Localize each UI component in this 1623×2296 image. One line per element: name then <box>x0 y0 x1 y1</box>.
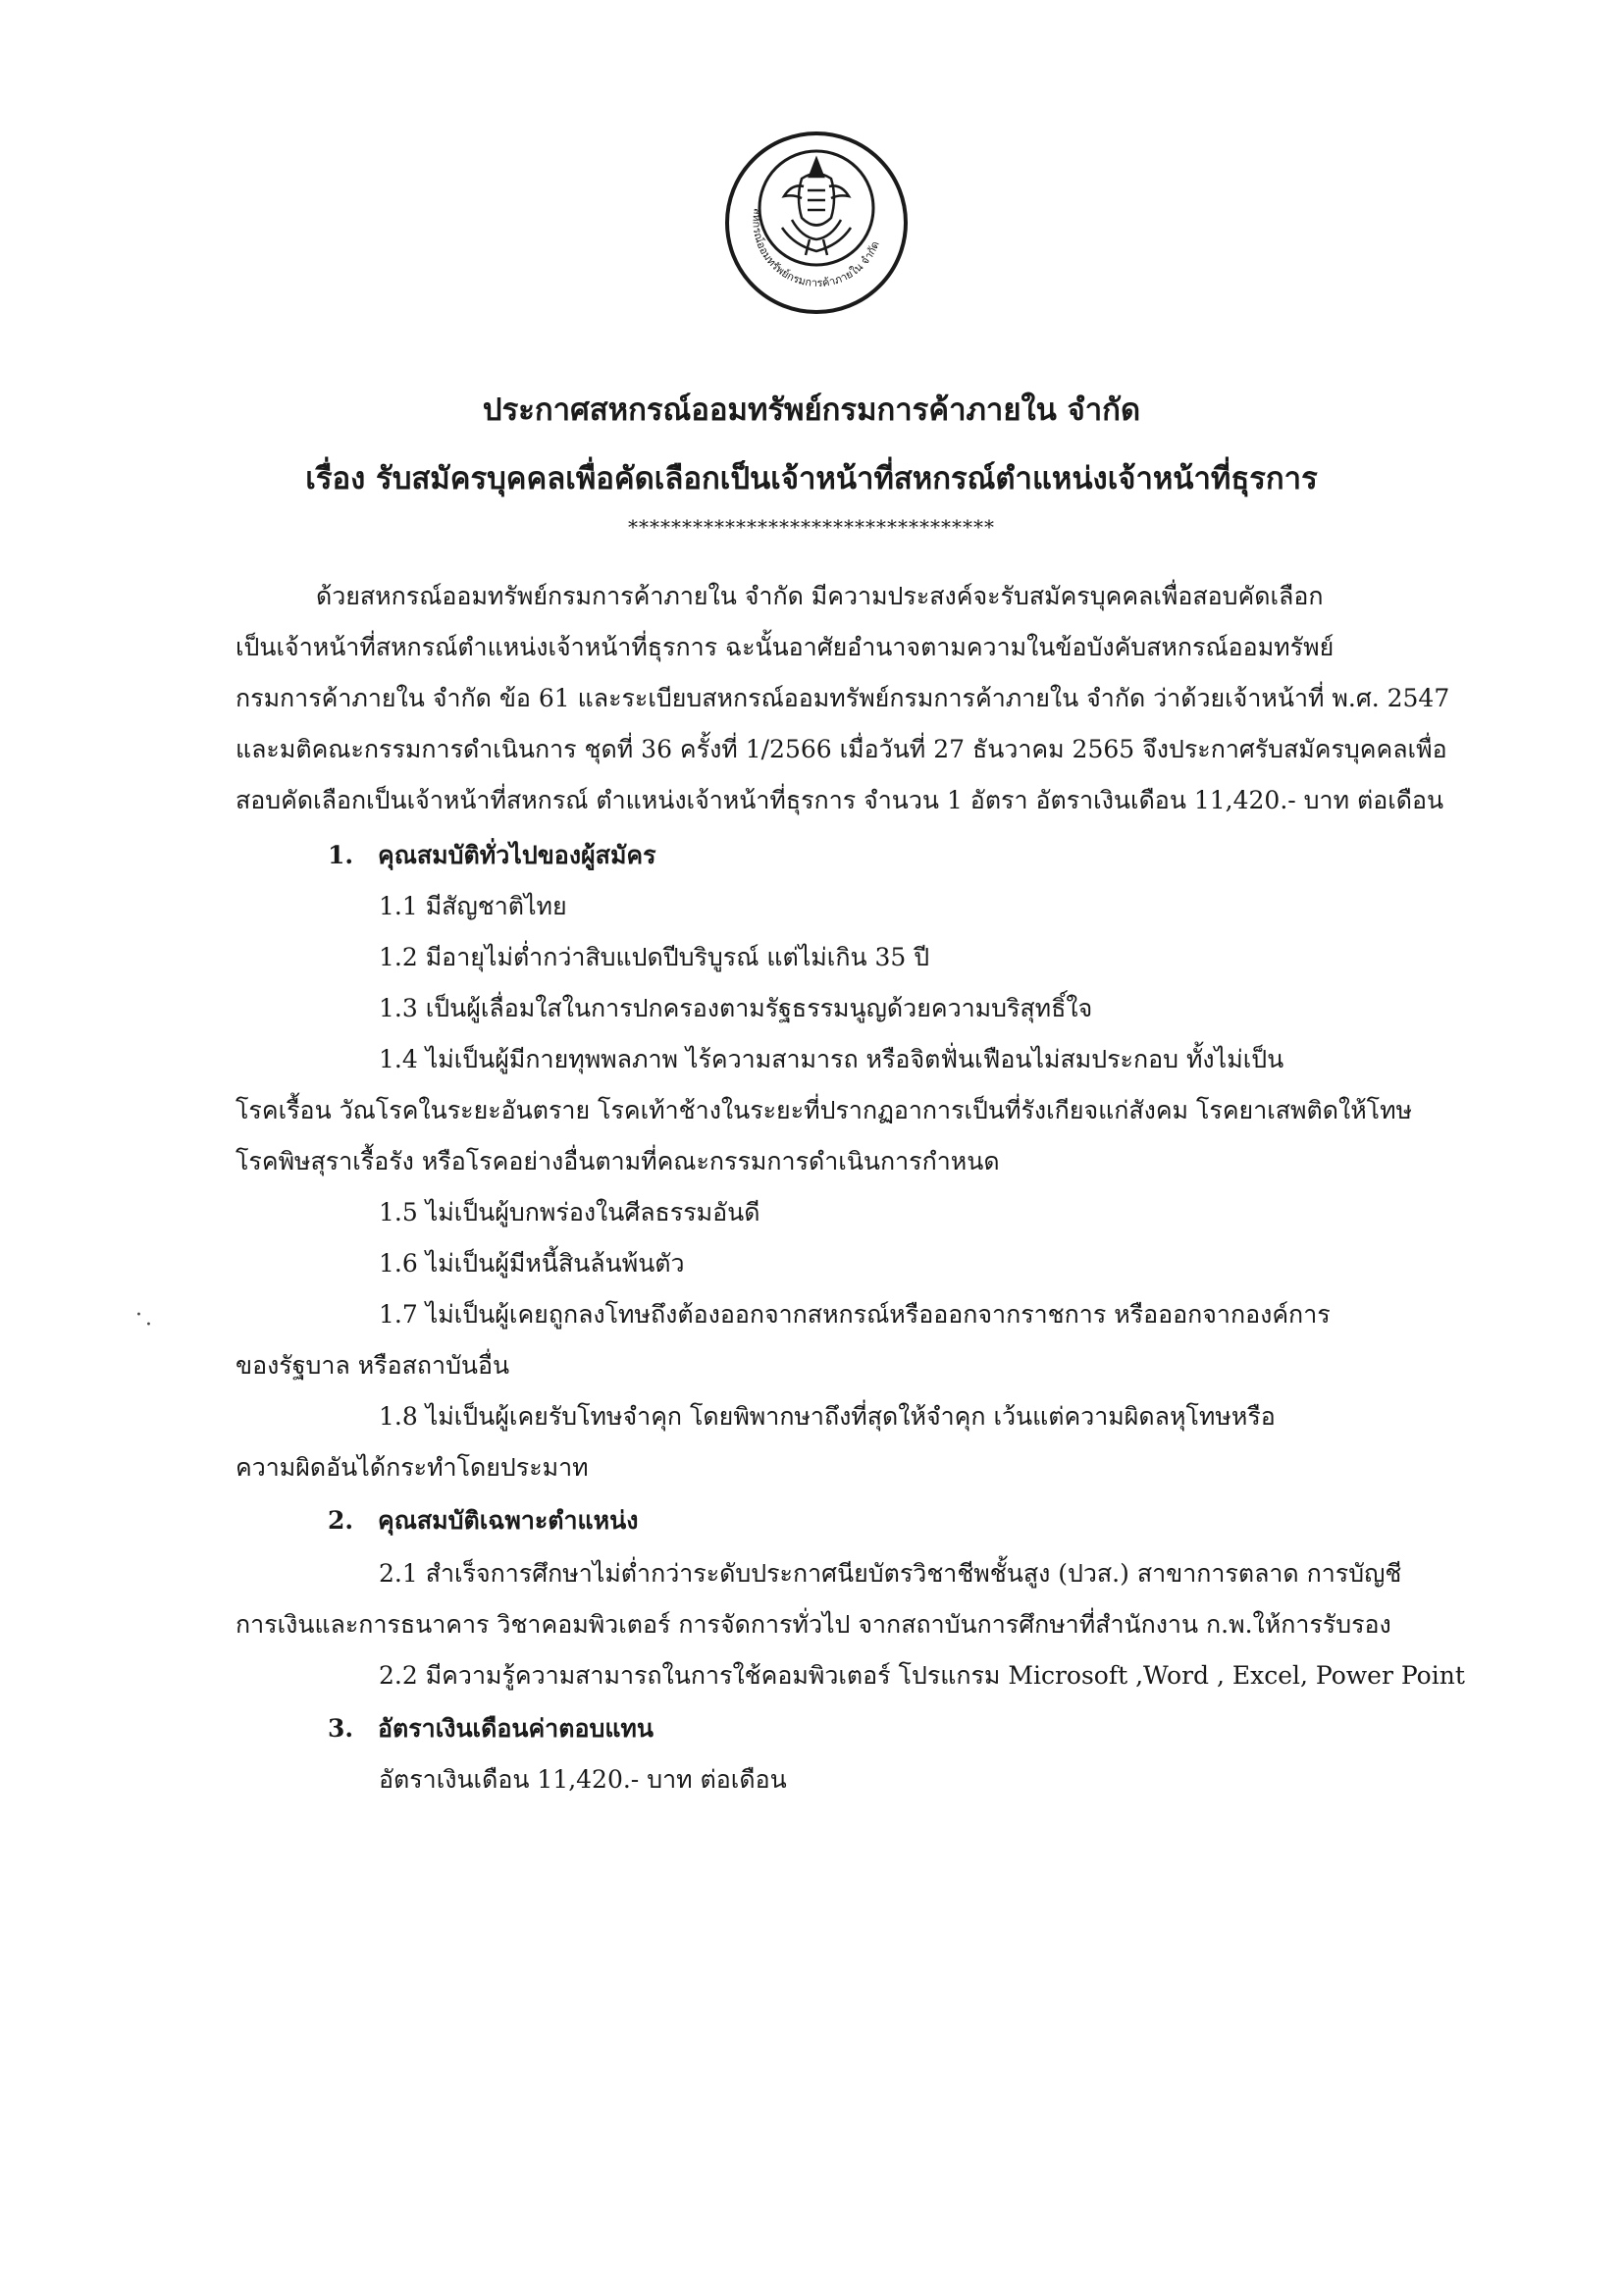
divider: ********************************** <box>628 515 995 539</box>
item-1-2: 1.2 มีอายุไม่ต่ำกว่าสิบแปดปีบริบูรณ์ แต่ไม่เกิน 35 ปี <box>379 943 930 971</box>
seal-ring-text: สหกรณ์ออมทรัพย์กรมการค้าภายใน จำกัด <box>750 207 882 290</box>
item-2-1-line-2: การเงินและการธนาคาร วิชาคอมพิวเตอร์ การจัดการทั่วไป จากสถาบันการศึกษาที่สำนักงาน ก.พ.ให้การรับรอง <box>236 1610 1391 1639</box>
item-2-1-line-1: 2.1 สำเร็จการศึกษาไม่ต่ำกว่าระดับประกาศนียบัตรวิชาชีพชั้นสูง (ปวส.) สาขาการตลาด การบัญชี <box>379 1559 1402 1588</box>
section-2-number: 2. <box>328 1506 354 1535</box>
item-1-4-line-3: โรคพิษสุราเรื้อรัง หรือโรคอย่างอื่นตามที่คณะกรรมการดำเนินการกำหนด <box>236 1147 1000 1175</box>
item-1-7-line-2: ของรัฐบาล หรือสถาบันอื่น <box>236 1351 510 1380</box>
scan-speck: · <box>145 1313 152 1337</box>
intro-line-1: ด้วยสหกรณ์ออมทรัพย์กรมการค้าภายใน จำกัด มีความประสงค์จะรับสมัครบุคคลเพื่อสอบคัดเลือก <box>316 582 1324 610</box>
item-1-5: 1.5 ไม่เป็นผู้บกพร่องในศีลธรรมอันดี <box>379 1198 760 1226</box>
item-1-4-line-2: โรคเรื้อน วัณโรคในระยะอันตราย โรคเท้าช้างในระยะที่ปรากฏอาการเป็นที่รังเกียจแก่สังคม โรคยาเสพติดให้โทษ <box>236 1096 1413 1124</box>
section-3-heading: อัตราเงินเดือนค่าตอบแทน <box>378 1714 654 1743</box>
announcement-subject: เรื่อง รับสมัครบุคคลเพื่อคัดเลือกเป็นเจ้าหน้าที่สหกรณ์ตำแหน่งเจ้าหน้าที่ธุรการ <box>305 461 1318 496</box>
intro-line-5: สอบคัดเลือกเป็นเจ้าหน้าที่สหกรณ์ ตำแหน่งเจ้าหน้าที่ธุรการ จำนวน 1 อัตรา อัตราเงินเดือน 11,420.- บาท ต่อเดือน <box>236 786 1444 814</box>
item-2-2: 2.2 มีความรู้ความสามารถในการใช้คอมพิวเตอร์ โปรแกรม Microsoft ,Word , Excel, Power Point <box>379 1661 1465 1690</box>
intro-line-4: และมติคณะกรรมการดำเนินการ ชุดที่ 36 ครั้งที่ 1/2566 เมื่อวันที่ 27 ธันวาคม 2565 จึงประกาศรับสมัครบุคคลเพื่อ <box>236 735 1447 763</box>
svg-text:สหกรณ์ออมทรัพย์กรมการค้าภายใน <box>750 207 881 289</box>
item-1-8-line-1: 1.8 ไม่เป็นผู้เคยรับโทษจำคุก โดยพิพากษาถึงที่สุดให้จำคุก เว้นแต่ความผิดลหุโทษหรือ <box>379 1402 1276 1431</box>
intro-line-3: กรมการค้าภายใน จำกัด ข้อ 61 และระเบียบสหกรณ์ออมทรัพย์กรมการค้าภายใน จำกัด ว่าด้วยเจ้าหน้าที่ พ.ศ. 2547 <box>236 684 1450 712</box>
item-1-4-line-1: 1.4 ไม่เป็นผู้มีกายทุพพลภาพ ไร้ความสามารถ หรือจิตฟั่นเฟือนไม่สมประกอบ ทั้งไม่เป็น <box>379 1045 1284 1073</box>
section-1-heading: คุณสมบัติทั่วไปของผู้สมัคร <box>378 841 656 869</box>
item-1-6: 1.6 ไม่เป็นผู้มีหนี้สินล้นพ้นตัว <box>379 1249 685 1278</box>
section-1-number: 1. <box>328 841 354 869</box>
seal-emblem-icon <box>723 130 910 316</box>
cooperative-seal-logo <box>723 130 910 316</box>
salary-line: อัตราเงินเดือน 11,420.- บาท ต่อเดือน <box>379 1765 787 1794</box>
section-2-heading: คุณสมบัติเฉพาะตำแหน่ง <box>378 1506 639 1535</box>
item-1-3: 1.3 เป็นผู้เลื่อมใสในการปกครองตามรัฐธรรมนูญด้วยความบริสุทธิ์ใจ <box>379 994 1093 1022</box>
announcement-title: ประกาศสหกรณ์ออมทรัพย์กรมการค้าภายใน จำกัด <box>482 392 1141 428</box>
item-1-8-line-2: ความผิดอันได้กระทำโดยประมาท <box>236 1453 589 1482</box>
item-1-1: 1.1 มีสัญชาติไทย <box>379 892 567 920</box>
scan-speck: · <box>135 1303 142 1328</box>
intro-line-2: เป็นเจ้าหน้าที่สหกรณ์ตำแหน่งเจ้าหน้าที่ธุรการ ฉะนั้นอาศัยอำนาจตามความในข้อบังคับสหกรณ์ออมทรัพย์ <box>236 633 1335 661</box>
section-3-number: 3. <box>328 1714 354 1743</box>
item-1-7-line-1: 1.7 ไม่เป็นผู้เคยถูกลงโทษถึงต้องออกจากสหกรณ์หรือออกจากราชการ หรือออกจากองค์การ <box>379 1300 1331 1329</box>
